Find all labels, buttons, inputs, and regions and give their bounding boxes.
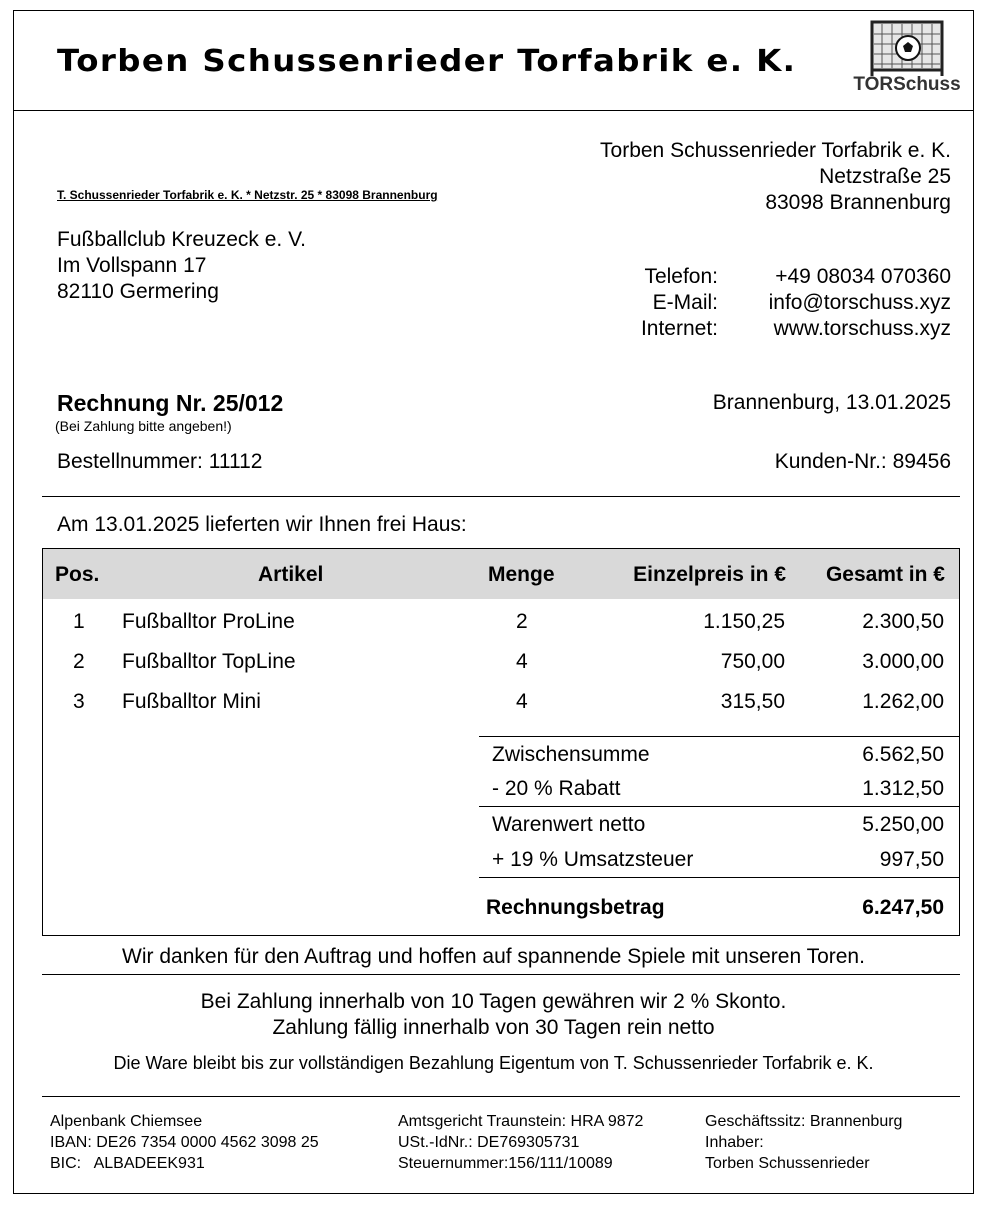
- thanks-text: Wir danken für den Auftrag und hoffen auf spannende Spiele mit unseren Toren.: [122, 945, 865, 968]
- net-value: 5.250,00: [862, 813, 944, 836]
- discount-value: 1.312,50: [862, 777, 944, 800]
- company-title: Torben Schussenrieder Torfabrik e. K.: [57, 44, 797, 79]
- footer-owner: [705, 1111, 902, 1174]
- order-number: Bestellnummer: 11112: [57, 450, 263, 473]
- row-3-unit: 315,50: [720, 690, 785, 713]
- thanks-divider: [42, 974, 960, 975]
- header-pos: Pos.: [55, 563, 100, 586]
- invoice-hint: (Bei Zahlung bitte angeben!): [55, 418, 232, 434]
- recipient-name: Fußballclub Kreuzeck e. V.: [57, 228, 307, 251]
- company-address: [600, 138, 951, 216]
- summary-divider-bottom: [479, 877, 959, 878]
- row-2-pos: 2: [73, 650, 85, 673]
- row-2-item: Fußballtor TopLine: [122, 650, 296, 673]
- bank-bic: BIC: ALBADEEK931: [50, 1155, 205, 1172]
- bank-name: Alpenbank Chiemsee: [50, 1113, 203, 1130]
- header-article: Artikel: [258, 563, 324, 586]
- row-1-unit: 1.150,25: [703, 610, 785, 633]
- tax-number: Steuernummer:156/111/10089: [398, 1155, 613, 1172]
- invoice-title: Rechnung Nr. 25/012: [57, 390, 284, 416]
- company-address-city: 83098 Brannenburg: [765, 191, 951, 214]
- row-2-qty: 4: [516, 650, 528, 673]
- subtotal-label: Zwischensumme: [492, 743, 650, 766]
- phone-label: Telefon:: [644, 265, 718, 288]
- company-address-street: Netzstraße 25: [819, 165, 951, 188]
- row-1-qty: 2: [516, 610, 528, 633]
- meta-divider: [42, 496, 960, 497]
- payment-line-2: Zahlung fällig innerhalb von 30 Tagen rein netto: [272, 1016, 715, 1039]
- phone-value: +49 08034 070360: [775, 265, 951, 288]
- owner-name: Torben Schussenrieder: [705, 1155, 870, 1172]
- vat-id: USt.-IdNr.: DE769305731: [398, 1134, 580, 1151]
- recipient-street: Im Vollspann 17: [57, 254, 207, 277]
- internet-value: www.torschuss.xyz: [773, 317, 951, 340]
- place-date: Brannenburg, 13.01.2025: [712, 391, 951, 414]
- summary-divider-middle: [479, 806, 959, 807]
- invoice-total-value: 6.247,50: [862, 896, 944, 919]
- contact-labels: [641, 264, 718, 342]
- net-label: Warenwert netto: [492, 813, 646, 836]
- footer-bank: [50, 1111, 319, 1174]
- customer-number: Kunden-Nr.: 89456: [774, 450, 951, 473]
- header-total: Gesamt in €: [825, 563, 945, 586]
- email-value: info@torschuss.xyz: [768, 291, 951, 314]
- row-2-total: 3.000,00: [862, 650, 944, 673]
- vat-label: + 19 % Umsatzsteuer: [492, 848, 694, 871]
- row-2-unit: 750,00: [720, 650, 785, 673]
- delivery-note: Am 13.01.2025 lieferten wir Ihnen frei Haus:: [57, 513, 467, 536]
- logo-text: TORSchuss: [853, 74, 961, 95]
- vat-value: 997,50: [879, 848, 944, 871]
- sender-line: T. Schussenrieder Torfabrik e. K. * Netzstr. 25 * 83098 Brannenburg: [57, 188, 438, 202]
- email-label: E-Mail:: [652, 291, 718, 314]
- recipient-city: 82110 Germering: [57, 280, 219, 303]
- business-seat: Geschäftssitz: Brannenburg: [705, 1113, 903, 1130]
- contact-values: [769, 264, 951, 342]
- footer-divider: [42, 1096, 960, 1097]
- internet-label: Internet:: [640, 317, 718, 340]
- owner-label: Inhaber:: [705, 1134, 764, 1151]
- company-address-name: Torben Schussenrieder Torfabrik e. K.: [600, 139, 951, 162]
- invoice-total-label: Rechnungsbetrag: [486, 896, 665, 919]
- bank-iban: IBAN: DE26 7354 0000 4562 3098 25: [50, 1134, 319, 1151]
- row-3-total: 1.262,00: [862, 690, 944, 713]
- payment-line-1: Bei Zahlung innerhalb von 10 Tagen gewähren wir 2 % Skonto.: [200, 990, 787, 1013]
- row-3-pos: 3: [73, 690, 85, 713]
- discount-label: - 20 % Rabatt: [492, 777, 621, 800]
- header-quantity: Menge: [488, 563, 555, 586]
- row-3-qty: 4: [516, 690, 528, 713]
- summary-divider-top: [479, 736, 959, 737]
- retention-of-title: Die Ware bleibt bis zur vollständigen Bezahlung Eigentum von T. Schussenrieder Torfabrik e. K.: [113, 1053, 874, 1073]
- row-3-item: Fußballtor Mini: [122, 690, 261, 713]
- court-registry: Amtsgericht Traunstein: HRA 9872: [398, 1113, 644, 1130]
- row-1-total: 2.300,50: [862, 610, 944, 633]
- subtotal-value: 6.562,50: [862, 743, 944, 766]
- row-1-pos: 1: [73, 610, 85, 633]
- header-divider: [13, 110, 974, 111]
- row-1-item: Fußballtor ProLine: [122, 610, 295, 633]
- recipient-address: [57, 227, 306, 305]
- header-unit-price: Einzelpreis in €: [633, 563, 786, 586]
- footer-registry: [398, 1111, 643, 1174]
